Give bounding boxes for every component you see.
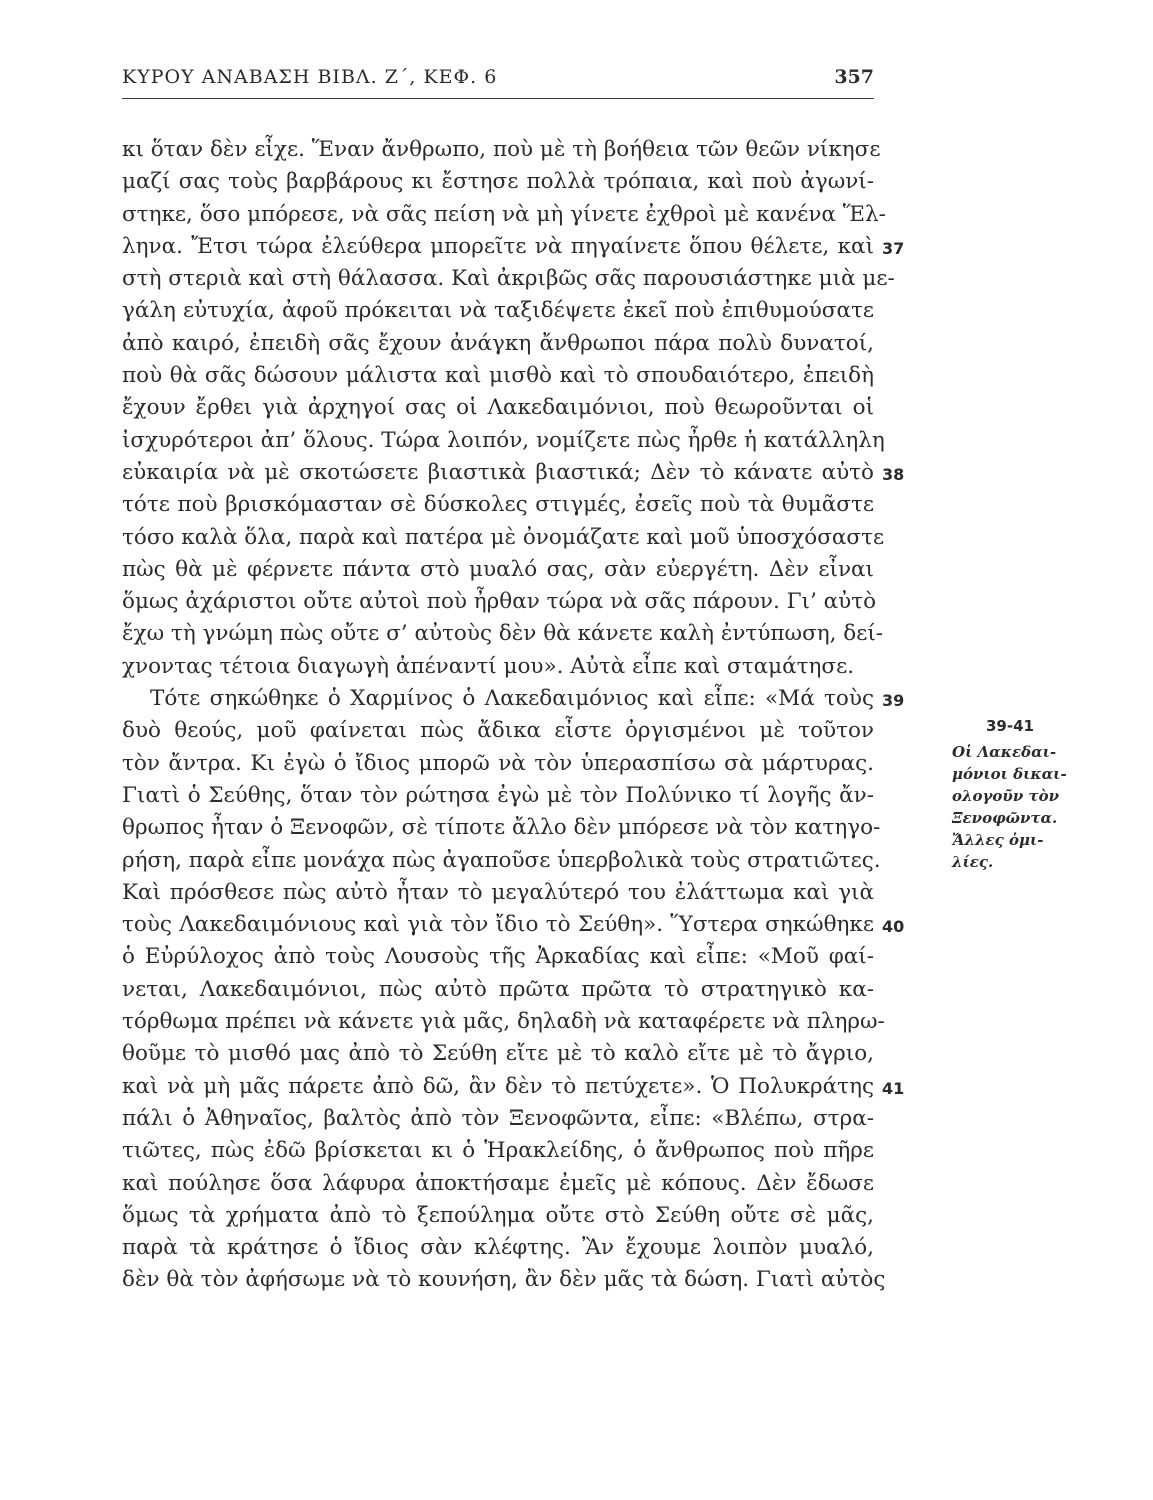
- text-line: τιῶτες, πὼς ἐδῶ βρίσκεται κι ὁ Ἡρακλείδης, ὁ ἄνθρωπος ποὺ πῆρε: [122, 1138, 874, 1164]
- margin-note-line: ολογοῦν τὸν: [952, 787, 1059, 805]
- text-line: δὲν θὰ τὸν ἀφήσωμε νὰ τὸ κουνήση, ἂν δὲν μᾶς τὰ δώση. Γιατὶ αὐτὸς: [122, 1267, 886, 1293]
- section-number: 38: [882, 464, 905, 484]
- text-line: ἀπὸ καιρό, ἐπειδὴ σᾶς ἔχουν ἀνάγκη ἄνθρωποι πάρα πολὺ δυνατοί,: [122, 330, 874, 356]
- text-line: Καὶ πρόσθεσε πὼς αὐτὸ ἦταν τὸ μεγαλύτερό του ἐλάττωμα καὶ γιὰ: [122, 879, 874, 905]
- text-line: στὴ στεριὰ καὶ στὴ θάλασσα. Καὶ ἀκριβῶς σᾶς παρουσιάστηκε μιὰ με-: [122, 266, 895, 292]
- margin-note: [952, 715, 1067, 873]
- text-line: ὁ Εὐρύλοχος ἀπὸ τοὺς Λουσοὺς τῆς Ἀρκαδίας καὶ εἶπε: «Μοῦ φαί-: [122, 944, 874, 970]
- text-line: γάλη εὐτυχία, ἀφοῦ πρόκειται νὰ ταξιδέψετε ἐκεῖ ποὺ ἐπιθυμούσατε: [122, 298, 874, 324]
- text-line: ὅμως τὰ χρήματα ἀπὸ τὸ ξεπούλημα οὔτε στὸ Σεύθη οὔτε σὲ μᾶς,: [122, 1202, 874, 1228]
- text-line: παρὰ τὰ κράτησε ὁ ἴδιος σὰν κλέφτης. Ἂν ἔχουμε λοιπὸν μυαλό,: [122, 1235, 874, 1261]
- text-line: Τότε σηκώθηκε ὁ Χαρμίνος ὁ Λακεδαιμόνιος καὶ εἶπε: «Μά τοὺς 39: [122, 683, 874, 715]
- text-line: χνοντας τέτοια διαγωγὴ ἀπέναντί μου». Αὐτὰ εἶπε καὶ σταμάτησε.: [122, 653, 855, 679]
- page-number: 357: [834, 66, 874, 88]
- margin-note-line: Οἱ Λακεδαι-: [952, 743, 1057, 761]
- running-header: [122, 64, 874, 99]
- text-line: πὼς θὰ μὲ φέρνετε πάντα στὸ μυαλό σας, σὰν εὐεργέτη. Δὲν εἶναι: [122, 556, 874, 582]
- text-line: ποὺ θὰ σᾶς δώσουν μάλιστα καὶ μισθὸ καὶ τὸ σπουδαιότερο, ἐπειδὴ: [122, 363, 874, 389]
- text-line: τὸν ἄντρα. Κι ἐγὼ ὁ ἴδιος μπορῶ νὰ τὸν ὑπερασπίσω σὰ μάρτυρας.: [122, 750, 874, 776]
- section-number: 39: [882, 691, 905, 711]
- text-line: τότε ποὺ βρισκόμασταν σὲ δύσκολες στιγμές, ἐσεῖς ποὺ τὰ θυμᾶστε: [122, 492, 874, 518]
- text-line: θοῦμε τὸ μισθό μας ἀπὸ τὸ Σεύθη εἴτε μὲ τὸ καλὸ εἴτε μὲ τὸ ἄγριο,: [122, 1041, 874, 1067]
- body-text: [122, 134, 905, 1297]
- text-line: τόρθωμα πρέπει νὰ κάνετε γιὰ μᾶς, δηλαδὴ νὰ καταφέρετε νὰ πληρω-: [122, 1009, 885, 1035]
- text-line: πάλι ὁ Ἀθηναῖος, βαλτὸς ἀπὸ τὸν Ξενοφῶντα, εἶπε: «Βλέπω, στρα-: [122, 1105, 874, 1131]
- text-line: τοὺς Λακεδαιμόνιους καὶ γιὰ τὸν ἴδιο τὸ Σεύθη». Ὕστερα σηκώθηκε 40: [122, 909, 874, 941]
- text-line: ἔχω τὴ γνώμη πὼς οὔτε σ’ αὐτοὺς δὲν θὰ κάνετε καλὴ ἐντύπωση, δεί-: [122, 621, 884, 647]
- margin-note-range: 39-41: [986, 717, 1034, 735]
- text-line: ἰσχυρότεροι ἀπ’ ὅλους. Τώρα λοιπόν, νομίζετε πὼς ἦρθε ἡ κατάλληλη: [122, 427, 885, 453]
- text-line: ὅμως ἀχάριστοι οὔτε αὐτοὶ ποὺ ἦρθαν τώρα νὰ σᾶς πάρουν. Γι’ αὐτὸ: [122, 589, 877, 615]
- running-title: ΚΥΡΟΥ ΑΝΑΒΑΣΗ ΒΙΒΛ. Ζ΄, ΚΕΦ. 6: [122, 66, 498, 88]
- margin-note-line: Ἄλλες ὁμι-: [952, 831, 1044, 849]
- margin-note-line: Ξενοφῶντα.: [952, 809, 1058, 827]
- text-line: κι ὅταν δὲν εἶχε. Ἕναν ἄνθρωπο, ποὺ μὲ τὴ βοήθεια τῶν θεῶν νίκησε: [122, 137, 881, 162]
- text-line: Γιατὶ ὁ Σεύθης, ὅταν τὸν ρώτησα ἐγὼ μὲ τὸν Πολύνικο τί λογῆς ἄν-: [122, 782, 874, 808]
- section-number: 41: [882, 1078, 905, 1098]
- margin-note-line: μόνιοι δικαι-: [952, 765, 1067, 783]
- text-line: δυὸ θεούς, μοῦ φαίνεται πὼς ἄδικα εἶστε ὀργισμένοι μὲ τοῦτον: [122, 718, 874, 744]
- text-line: ἔχουν ἔρθει γιὰ ἀρχηγοί σας οἱ Λακεδαιμόνιοι, ποὺ θεωροῦνται οἱ: [122, 395, 874, 421]
- text-line: τόσο καλὰ ὅλα, παρὰ καὶ πατέρα μὲ ὀνομάζατε καὶ μοῦ ὑποσχόσαστε: [122, 524, 885, 550]
- section-number: 37: [882, 238, 905, 258]
- text-line: καὶ πούλησε ὅσα λάφυρα ἀποκτήσαμε ἐμεῖς μὲ κόπους. Δὲν ἔδωσε: [122, 1170, 874, 1196]
- text-line: ληνα. Ἔτσι τώρα ἐλεύθερα μπορεῖτε νὰ πηγαίνετε ὅπου θέλετε, καὶ 37: [122, 231, 874, 263]
- text-line: μαζί σας τοὺς βαρβάρους κι ἔστησε πολλὰ τρόπαια, καὶ ποὺ ἀγωνί-: [122, 169, 874, 195]
- margin-note-line: λίες.: [952, 853, 994, 871]
- text-line: ρήση, παρὰ εἶπε μονάχα πὼς ἀγαποῦσε ὑπερβολικὰ τοὺς στρατιῶτες.: [122, 847, 881, 873]
- text-line: νεται, Λακεδαιμόνιοι, πὼς αὐτὸ πρῶτα πρῶτα τὸ στρατηγικὸ κα-: [122, 976, 874, 1002]
- text-line: καὶ νὰ μὴ μᾶς πάρετε ἀπὸ δῶ, ἂν δὲν τὸ πετύχετε». Ὁ Πολυκράτης 41: [122, 1071, 874, 1103]
- text-line: στηκε, ὅσο μπόρεσε, νὰ σᾶς πείση νὰ μὴ γίνετε ἐχθροὶ μὲ κανένα Ἕλ-: [122, 201, 886, 227]
- section-number: 40: [882, 917, 905, 937]
- text-line: θρωπος ἦταν ὁ Ξενοφῶν, σὲ τίποτε ἄλλο δὲν μπόρεσε νὰ τὸν κατηγο-: [122, 815, 881, 841]
- text-line: εὐκαιρία νὰ μὲ σκοτώσετε βιαστικὰ βιαστικά; Δὲν τὸ κάνατε αὐτὸ 38: [122, 457, 874, 489]
